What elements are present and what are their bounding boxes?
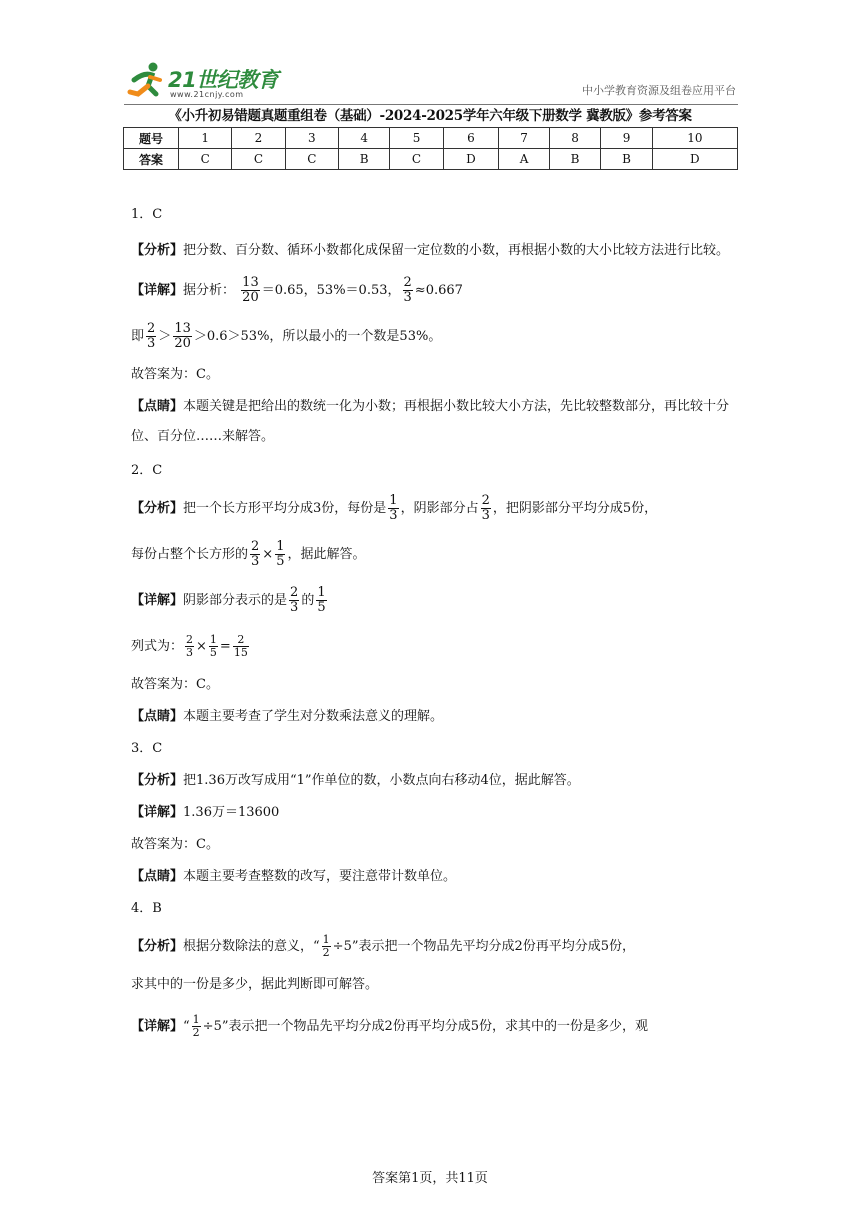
numerator: 2 — [147, 320, 156, 336]
analysis-text: ，阴影部分占 — [400, 501, 479, 516]
numerator: 13 — [174, 320, 191, 336]
table-cell: 9 — [601, 128, 652, 149]
fraction — [250, 540, 260, 570]
operator: = — [219, 639, 231, 654]
denominator: 3 — [186, 646, 194, 659]
table-cell: 7 — [499, 128, 550, 149]
numerator: 2 — [290, 584, 299, 600]
fraction — [403, 276, 413, 306]
detail-text: 的 — [301, 593, 315, 608]
table-cell: 8 — [549, 128, 600, 149]
analysis-tag: 【分析】 — [131, 243, 184, 258]
point-tag: 【点睛】 — [131, 709, 184, 724]
table-cell: 2 — [232, 128, 285, 149]
page-footer: 答案第1页，共11页 — [372, 1171, 488, 1186]
denominator: 15 — [233, 646, 248, 659]
question-number: 2．C — [131, 463, 163, 478]
operator: × — [196, 639, 207, 654]
answer-explanations — [131, 200, 741, 1050]
table-cell: 6 — [443, 128, 499, 149]
detail-tag: 【详解】 — [131, 805, 184, 820]
answer-table — [123, 127, 738, 170]
detail-text: “ — [183, 1019, 190, 1034]
point-text: 本题主要考查了学生对分数乘法意义的理解。 — [183, 709, 444, 724]
numerator: 2 — [481, 492, 490, 508]
platform-label: 中小学教育资源及组卷应用平台 — [582, 84, 736, 97]
detail-tag: 【详解】 — [131, 1019, 184, 1034]
analysis-continuation: 求其中的一份是多少，据此判断即可解答。 — [131, 977, 379, 992]
fraction — [481, 494, 491, 524]
numerator: 1 — [192, 1012, 200, 1026]
logo — [126, 60, 286, 102]
numerator: 13 — [242, 274, 259, 290]
detail-tag: 【详解】 — [131, 593, 184, 608]
analysis-paragraph — [131, 766, 741, 796]
table-cell: C — [285, 149, 338, 170]
detail-text: 阴影部分表示的是 — [183, 593, 288, 608]
question-number: 1．C — [131, 207, 163, 222]
operator: × — [262, 547, 274, 562]
logo-url-text: www.21cnjy.com — [170, 90, 244, 99]
analysis-tag: 【分析】 — [131, 773, 184, 788]
runner-logo-icon — [126, 60, 166, 102]
table-cell: A — [499, 149, 550, 170]
fraction — [209, 634, 218, 659]
question-number: 3．C — [131, 741, 163, 756]
denominator: 5 — [317, 600, 326, 615]
numerator: 1 — [317, 584, 326, 600]
analysis-tag: 【分析】 — [131, 939, 184, 954]
table-cell: 4 — [338, 128, 389, 149]
detail-paragraph — [131, 268, 741, 314]
table-cell: D — [652, 149, 737, 170]
table-header-answer: 答案 — [124, 149, 179, 170]
table-cell: 3 — [285, 128, 338, 149]
denominator: 3 — [251, 554, 260, 569]
numerator: 2 — [233, 634, 249, 647]
document-title: 《小升初易错题真题重组卷（基础）-2024-2025学年六年级下册数学 冀教版》参考答案 — [168, 108, 692, 124]
point-text: 本题主要考查整数的改写，要注意带计数单位。 — [183, 869, 457, 884]
question-number: 4．B — [131, 901, 162, 916]
table-cell: 1 — [179, 128, 232, 149]
analysis-paragraph — [131, 486, 741, 532]
table-cell: B — [549, 149, 600, 170]
table-cell: C — [232, 149, 285, 170]
point-tag: 【点睛】 — [131, 399, 184, 414]
table-cell: B — [601, 149, 652, 170]
detail-paragraph — [131, 578, 741, 624]
denominator: 20 — [174, 336, 191, 351]
detail-comparison — [131, 314, 741, 360]
numerator: 1 — [389, 492, 398, 508]
detail-text: 即 — [131, 329, 145, 344]
detail-text: 1.36万＝13600 — [183, 805, 280, 820]
fraction — [289, 586, 299, 616]
logo-brand-text: 21世纪教育 — [168, 68, 279, 92]
point-paragraph — [131, 392, 741, 452]
denominator: 20 — [242, 290, 259, 305]
formula-line — [131, 624, 741, 670]
table-cell: B — [338, 149, 389, 170]
denominator: 2 — [322, 946, 330, 959]
denominator: 3 — [290, 600, 299, 615]
table-header-number: 题号 — [124, 128, 179, 149]
table-row-answers — [124, 149, 738, 170]
fraction — [241, 276, 260, 306]
analysis-continuation — [131, 532, 741, 578]
fraction — [173, 322, 192, 352]
denominator: 3 — [403, 290, 412, 305]
table-cell: C — [179, 149, 232, 170]
fraction — [192, 1014, 201, 1039]
fraction — [275, 540, 285, 570]
analysis-text: 把分数、百分数、循环小数都化成保留一定位数的小数，再根据小数的大小比较方法进行比较。 — [183, 243, 730, 258]
detail-paragraph — [131, 798, 741, 828]
analysis-text: 每份占整个长方形的 — [131, 547, 249, 562]
numerator: 2 — [186, 632, 194, 646]
result-line: 故答案为：C。 — [131, 677, 219, 692]
analysis-paragraph — [131, 924, 741, 970]
numerator: 1 — [322, 932, 330, 946]
fraction — [316, 586, 326, 616]
fraction — [233, 634, 249, 659]
detail-text: 据分析： — [183, 283, 236, 298]
detail-text: ＞0.6＞53%，所以最小的一个数是53%。 — [193, 329, 442, 344]
denominator: 3 — [481, 508, 490, 523]
analysis-text: 把一个长方形平均分成3份，每份是 — [183, 501, 387, 516]
analysis-tag: 【分析】 — [131, 501, 184, 516]
denominator: 2 — [192, 1026, 200, 1039]
fraction — [146, 322, 156, 352]
table-cell: 5 — [390, 128, 443, 149]
point-paragraph — [131, 702, 741, 732]
detail-text: ≈0.667 — [414, 283, 463, 298]
table-cell: 10 — [652, 128, 737, 149]
fraction — [322, 934, 331, 959]
numerator: 2 — [403, 274, 412, 290]
analysis-text: ÷5”表示把一个物品先平均分成2份再平均分成5份， — [332, 939, 636, 954]
analysis-paragraph — [131, 236, 741, 266]
detail-tag: 【详解】 — [131, 283, 184, 298]
detail-text: ＞ — [158, 329, 172, 344]
analysis-text: ，据此解答。 — [287, 547, 366, 562]
result-line: 故答案为：C。 — [131, 837, 219, 852]
analysis-text: 根据分数除法的意义，“ — [183, 939, 320, 954]
table-cell: D — [443, 149, 499, 170]
fraction — [388, 494, 398, 524]
denominator: 5 — [209, 646, 217, 659]
analysis-text: ，把阴影部分平均分成5份， — [492, 501, 658, 516]
numerator: 1 — [209, 632, 217, 646]
denominator: 3 — [389, 508, 398, 523]
table-row-numbers — [124, 128, 738, 149]
formula-label: 列式为： — [131, 639, 184, 654]
denominator: 5 — [276, 554, 285, 569]
point-text: 本题关键是把给出的数统一化为小数；再根据小数比较大小方法，先比较整数部分，再比较十分位、百分位……来解答。 — [131, 399, 730, 444]
detail-text: ÷5”表示把一个物品先平均分成2份再平均分成5份，求其中的一份是多少，观 — [202, 1019, 649, 1034]
point-paragraph — [131, 862, 741, 892]
point-tag: 【点睛】 — [131, 869, 184, 884]
detail-paragraph — [131, 1004, 741, 1050]
denominator: 3 — [147, 336, 156, 351]
detail-text: ＝0.65，53%＝0.53， — [261, 283, 401, 298]
numerator: 2 — [251, 538, 260, 554]
table-cell: C — [390, 149, 443, 170]
analysis-text: 把1.36万改写成用“1”作单位的数，小数点向右移动4位，据此解答。 — [183, 773, 580, 788]
numerator: 1 — [276, 538, 285, 554]
fraction — [185, 634, 194, 659]
result-line: 故答案为：C。 — [131, 367, 219, 382]
